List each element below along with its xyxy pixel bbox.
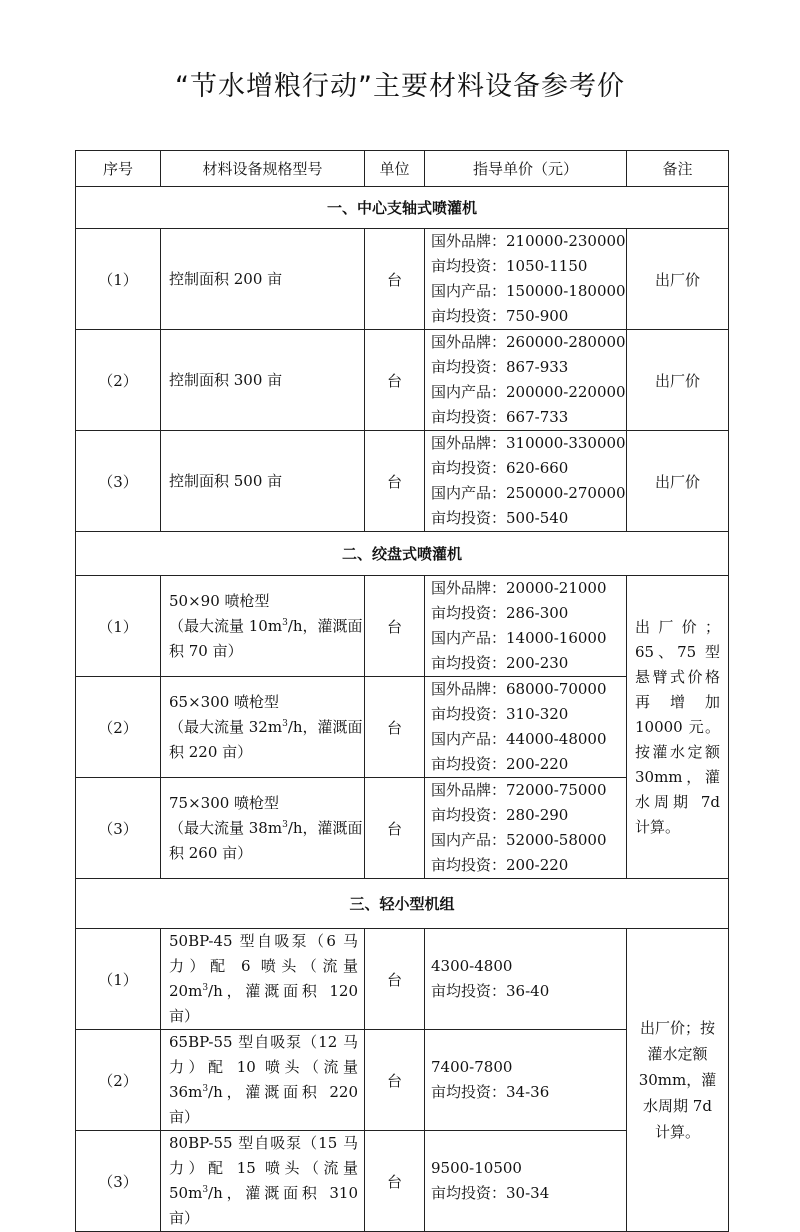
price-line: 亩均投资：310-320 xyxy=(431,705,569,723)
price-line: 国外品牌：260000-280000 xyxy=(431,333,626,351)
price-line: 亩均投资：867-933 xyxy=(431,358,569,376)
price-line: 亩均投资：500-540 xyxy=(431,509,569,527)
table-row xyxy=(76,576,729,677)
table-header-row xyxy=(76,151,729,187)
spec-model: 65×300 喷枪型 xyxy=(169,692,280,711)
price-line: 国内产品：150000-180000 xyxy=(431,282,626,300)
row-no: （1） xyxy=(76,229,161,330)
row-price xyxy=(425,1131,627,1232)
price-line: 国外品牌：68000-70000 xyxy=(431,680,607,698)
spec-detail: 80BP-55 型自吸泵（15 马力）配 15 喷头（流量 50m xyxy=(169,1134,358,1202)
unit-superscript: 3 xyxy=(202,983,209,993)
row-spec: 控制面积 500 亩 xyxy=(161,431,365,532)
table-row xyxy=(76,229,729,330)
price-line: 亩均投资：286-300 xyxy=(431,604,569,622)
price-table xyxy=(75,150,729,1232)
price-line: 国外品牌：310000-330000 xyxy=(431,434,626,452)
row-unit: 台 xyxy=(365,677,425,778)
row-spec xyxy=(161,677,365,778)
unit-superscript: 3 xyxy=(282,617,288,628)
table-row xyxy=(76,929,729,1030)
unit-superscript: 3 xyxy=(282,718,288,729)
section-row xyxy=(76,532,729,576)
price-line: 国外品牌：20000-21000 xyxy=(431,579,607,597)
spec-detail: （最大流量 32m xyxy=(169,717,283,736)
row-unit: 台 xyxy=(365,929,425,1030)
unit-superscript: 3 xyxy=(282,819,288,830)
header-note: 备注 xyxy=(627,151,729,187)
price-line: 国内产品：200000-220000 xyxy=(431,383,626,401)
row-unit: 台 xyxy=(365,576,425,677)
row-price xyxy=(425,778,627,879)
price-line: 国内产品：250000-270000 xyxy=(431,484,626,502)
price-line: 亩均投资：30-34 xyxy=(431,1184,550,1202)
price-line: 亩均投资：200-230 xyxy=(431,654,569,672)
spec-detail-rest: /h，灌溉面积 120 亩） xyxy=(169,982,358,1025)
spec-detail: 65BP-55 型自吸泵（12 马力）配 10 喷头（流量 36m xyxy=(169,1033,358,1101)
header-no: 序号 xyxy=(76,151,161,187)
header-price: 指导单价（元） xyxy=(425,151,627,187)
row-spec xyxy=(161,929,365,1030)
spec-detail: （最大流量 38m xyxy=(169,818,283,837)
row-spec: 控制面积 200 亩 xyxy=(161,229,365,330)
price-line: 亩均投资：280-290 xyxy=(431,806,569,824)
row-spec xyxy=(161,1131,365,1232)
table-row xyxy=(76,431,729,532)
header-unit: 单位 xyxy=(365,151,425,187)
price-line: 4300-4800 xyxy=(431,957,513,975)
section-remark: 出厂价；按灌水定额 30mm，灌水周期 7d 计算。 xyxy=(627,929,729,1232)
row-unit: 台 xyxy=(365,229,425,330)
section-title: 一、中心支轴式喷灌机 xyxy=(76,187,729,229)
spec-model: 50×90 喷枪型 xyxy=(169,591,270,610)
row-spec xyxy=(161,778,365,879)
row-unit: 台 xyxy=(365,1030,425,1131)
row-spec xyxy=(161,576,365,677)
spec-detail-rest: /h，灌溉面积 310 亩） xyxy=(169,1184,358,1227)
price-line: 国内产品：14000-16000 xyxy=(431,629,607,647)
unit-superscript: 3 xyxy=(202,1084,209,1094)
price-line: 国外品牌：72000-75000 xyxy=(431,781,607,799)
row-spec: 控制面积 300 亩 xyxy=(161,330,365,431)
row-spec xyxy=(161,1030,365,1131)
price-line: 国内产品：44000-48000 xyxy=(431,730,607,748)
row-unit: 台 xyxy=(365,778,425,879)
table-row xyxy=(76,330,729,431)
row-price xyxy=(425,1030,627,1131)
price-line: 亩均投资：34-36 xyxy=(431,1083,550,1101)
price-line: 9500-10500 xyxy=(431,1159,522,1177)
price-line: 亩均投资：200-220 xyxy=(431,755,569,773)
row-price xyxy=(425,431,627,532)
row-note: 出厂价 xyxy=(627,431,729,532)
row-no: （1） xyxy=(76,576,161,677)
spec-detail: 50BP-45 型自吸泵（6 马力）配 6 喷头（流量 20m xyxy=(169,932,358,1000)
section-remark: 出厂价；65、75 型悬臂式价格再增加 10000 元。按灌水定额 30mm，灌水周期 7d 计算。 xyxy=(627,576,729,879)
spec-detail: （最大流量 10m xyxy=(169,616,283,635)
price-line: 亩均投资：1050-1150 xyxy=(431,257,588,275)
price-line: 亩均投资：620-660 xyxy=(431,459,569,477)
row-price xyxy=(425,929,627,1030)
row-no: （2） xyxy=(76,1030,161,1131)
row-no: （3） xyxy=(76,1131,161,1232)
price-line: 亩均投资：36-40 xyxy=(431,982,550,1000)
price-line: 亩均投资：200-220 xyxy=(431,856,569,874)
row-unit: 台 xyxy=(365,330,425,431)
section-title: 二、绞盘式喷灌机 xyxy=(76,532,729,576)
row-unit: 台 xyxy=(365,431,425,532)
header-spec: 材料设备规格型号 xyxy=(161,151,365,187)
row-no: （1） xyxy=(76,929,161,1030)
spec-detail-rest: /h，灌溉面积 260 亩） xyxy=(169,818,363,862)
price-line: 亩均投资：667-733 xyxy=(431,408,569,426)
price-line: 亩均投资：750-900 xyxy=(431,307,569,325)
price-line: 国内产品：52000-58000 xyxy=(431,831,607,849)
row-price xyxy=(425,229,627,330)
page-title: “节水增粮行动”主要材料设备参考价 xyxy=(175,71,625,102)
price-line: 7400-7800 xyxy=(431,1058,513,1076)
spec-model: 75×300 喷枪型 xyxy=(169,793,280,812)
spec-detail-rest: /h，灌溉面积 220 亩） xyxy=(169,1083,358,1126)
row-no: （3） xyxy=(76,431,161,532)
row-no: （2） xyxy=(76,330,161,431)
row-note: 出厂价 xyxy=(627,330,729,431)
row-price xyxy=(425,330,627,431)
row-no: （3） xyxy=(76,778,161,879)
section-title: 三、轻小型机组 xyxy=(76,879,729,929)
section-row xyxy=(76,187,729,229)
row-no: （2） xyxy=(76,677,161,778)
row-price xyxy=(425,576,627,677)
row-note: 出厂价 xyxy=(627,229,729,330)
row-unit: 台 xyxy=(365,1131,425,1232)
spec-detail-rest: /h，灌溉面积 220 亩） xyxy=(169,717,363,761)
section-row xyxy=(76,879,729,929)
row-price xyxy=(425,677,627,778)
price-line: 国外品牌：210000-230000 xyxy=(431,232,626,250)
unit-superscript: 3 xyxy=(202,1185,209,1195)
spec-detail-rest: /h，灌溉面积 70 亩） xyxy=(169,616,363,660)
